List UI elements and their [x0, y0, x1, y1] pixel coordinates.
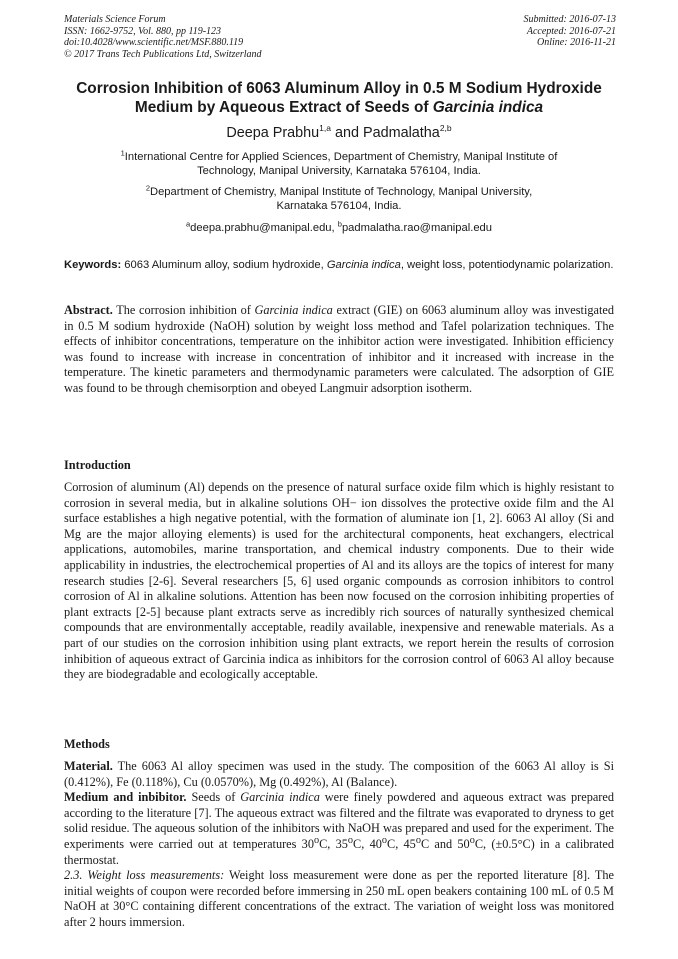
degree-sup-1: o — [313, 834, 320, 846]
email-b-sup: b — [337, 219, 342, 229]
keywords-label: Keywords: — [64, 259, 122, 271]
temp-text-3: C, 45 — [387, 836, 416, 851]
accepted-date: Accepted: 2016-07-21 — [526, 25, 616, 37]
author-1-sup: 1,a — [319, 123, 331, 134]
abstract — [64, 303, 614, 397]
introduction-text: Corrosion of aluminum (Al) depends on the presence of natural surface oxide film which is highly resistant to corrosion in several media, but in alkaline solutions OH− ion dissolves the protective oxide film and the Al surface establishes a high negative potential, with the formation of aluminate ion [1, 2]. 6063 Al alloy (Si and Mg are the major alloying elements) is used for the architectural components, heat exchangers, electrical applications, automobiles, marine transportation, and chemical industry components. Due to their wide applicability in industries, the electrochemical properties of Al and its alloys are the topics of interest for many research studies [2-6]. Several researchers [5, 6] used organic compounds as corrosion inhibitors to control corrosion of Al in alkaline solutions. Attention has been now focused on the corrosion inhibiting properties of plant extracts [2-5] because plant extracts serve as incredibly rich sources of naturally synthesized chemical compounds that are environmentally acceptable, readily available, inexpensive and renewable materials. As a part of our studies on the corrosion inhibition using plant extracts, we report herein the results of corrosion inhibition of aqueous extract of Garcinia indica as inhibitors for the corrosion control of 6063 Al alloy because they are biodegradable and ecologically acceptable. — [64, 480, 614, 682]
author-2-sup: 2,b — [439, 123, 452, 134]
abstract-species: Garcinia indica — [254, 303, 333, 317]
affiliation-1-text: International Centre for Applied Sciences, Department of Chemistry, Manipal Institute of — [124, 151, 558, 163]
abstract-text-2: extract (GIE) on 6063 aluminum alloy was investigated in 0.5 M sodium hydroxide (NaOH) solution by weight loss method and Tafel polarization techniques. The effects of inhibitor concentrations, temperature on the inhibitor action were investigated. Inhibition efficiency was found to increase with increase in concentration of inhibitor and it increased with increase in the temperature. The kinetic parameters and thermodynamic parameters were calculated. The adsorption of GIE was found to be through chemisorption and obeyed Langmuir adsorption isotherm. — [64, 303, 614, 395]
methods-heading: Methods — [64, 737, 110, 751]
journal-copyright: © 2017 Trans Tech Publications Ltd, Switzerland — [64, 48, 262, 60]
keywords-text-1: 6063 Aluminum alloy, sodium hydroxide, — [121, 259, 327, 271]
abstract-label: Abstract. — [64, 303, 113, 317]
degree-sup-2: o — [347, 834, 354, 846]
journal-doi: doi:10.4028/www.scientific.net/MSF.880.119 — [64, 37, 244, 49]
temp-text-5: C, (±0.5°C) in a calibrated thermostat. — [64, 836, 615, 867]
paper-title — [40, 79, 638, 117]
title-line-1: Corrosion Inhibition of 6063 Aluminum Alloy in 0.5 M Sodium Hydroxide — [76, 80, 602, 97]
email-a: deepa.prabhu@manipal.edu, — [190, 222, 338, 234]
author-list — [40, 124, 638, 142]
temp-text-1: C, 35 — [319, 836, 348, 851]
temp-text-4: C and 50 — [420, 836, 470, 851]
weight-loss-text: Weight loss measurement were done as per the reported literature [8]. The initial weights of coupon were recorded before immersing in 250 mL open beakers containing 100 mL of 0.5 M NaOH at 30°C containing different concentrations of the extract. The variation of weight loss was monitored after 2 hours immersion. — [64, 868, 614, 929]
title-line-2-text: Medium by Aqueous Extract of Seeds of — [134, 99, 433, 116]
degree-sup-4: o — [415, 834, 421, 846]
medium-label: Medium and inbibitor. — [64, 790, 187, 805]
email-a-sup: a — [186, 219, 191, 229]
affiliation-2-text: Department of Chemistry, Manipal Institute of Technology, Manipal University, — [149, 186, 533, 198]
author-1: Deepa Prabhu — [226, 125, 320, 141]
medium-species: Garcinia indica — [240, 790, 320, 805]
submission-dates — [524, 14, 617, 49]
medium-text-2: were finely powdered and aqueous extract was prepared according to the literature [7]. The aqueous extract was filtered and the filtrate was evaporated to dryness to get solid residue. The aqueous solution of the inhibitors with NaOH was prepared and used for the experiment. The experiments were carried out at temperatures 30 — [64, 790, 615, 851]
author-emails — [60, 221, 618, 235]
journal-name: Materials Science Forum — [64, 14, 166, 25]
keywords-species: Garcinia indica — [326, 259, 401, 271]
affiliation-1 — [60, 150, 618, 178]
title-line-2 — [40, 98, 638, 117]
affiliation-2-line-2: Karnataka 576104, India. — [276, 200, 402, 212]
weight-loss-paragraph — [64, 868, 614, 930]
introduction-heading: Introduction — [64, 458, 131, 472]
submitted-date: Submitted: 2016-07-13 — [523, 14, 616, 25]
author-conjunction: and — [330, 125, 363, 141]
author-2: Padmalatha — [363, 125, 440, 141]
material-paragraph — [64, 759, 614, 790]
affiliation-2 — [60, 185, 618, 213]
keywords — [64, 258, 614, 273]
online-date: Online: 2016-11-21 — [537, 37, 616, 49]
keywords-text-2: , weight loss, potentiodynamic polarization. — [400, 259, 614, 271]
introduction-section — [64, 458, 614, 683]
methods-section — [64, 737, 614, 931]
affiliation-2-line-1 — [60, 185, 618, 199]
journal-header — [64, 14, 262, 60]
affiliation-1-line-2: Technology, Manipal University, Karnataka 576104, India. — [197, 165, 481, 177]
material-text: The 6063 Al alloy specimen was used in the study. The composition of the 6063 Al alloy is Si (0.412%), Fe (0.118%), Cu (0.0570%), Mg (0.492%), Al (Balance). — [64, 759, 614, 789]
weight-loss-label: 2.3. Weight loss measurements: — [64, 868, 225, 883]
affiliation-1-line-1 — [60, 150, 618, 164]
medium-paragraph — [64, 790, 614, 868]
degree-sup-5: o — [469, 834, 475, 846]
abstract-text-1: The corrosion inhibition of — [112, 303, 255, 317]
title-species: Garcinia indica — [432, 99, 544, 116]
medium-text-1: Seeds of — [186, 790, 241, 805]
affiliation-2-sup: 2 — [145, 183, 150, 193]
journal-issn: ISSN: 1662-9752, Vol. 880, pp 119-123 — [64, 25, 222, 37]
material-label: Material. — [64, 759, 113, 773]
temp-text-2: C, 40 — [353, 836, 382, 851]
affiliation-1-sup: 1 — [120, 148, 125, 158]
email-b: padmalatha.rao@manipal.edu — [341, 222, 492, 234]
degree-sup-3: o — [381, 834, 387, 846]
